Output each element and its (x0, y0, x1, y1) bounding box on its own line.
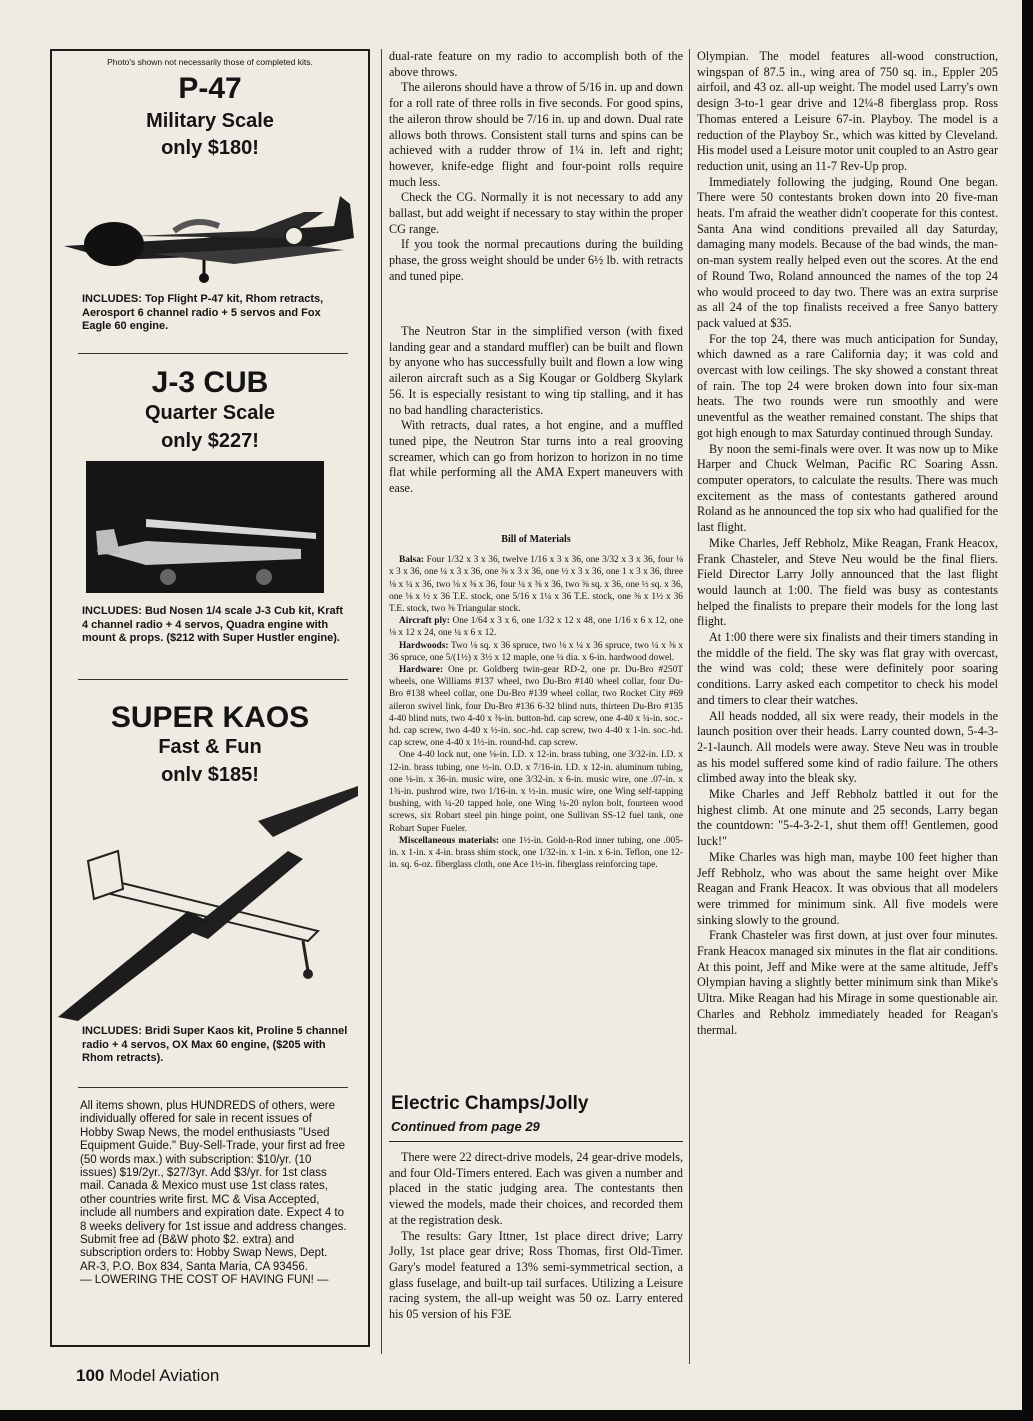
paragraph: The ailerons should have a throw of 5/16 in. up and down for a roll rate of three rolls in five seconds. For good spins, the aileron throw should be 7/16 in. up and down. Dual rate allows both throws. Consistent stall turns and spins can be achieved with a rudder throw of 1¼ in. left and right; however, knife-edge flight and four-point rolls require much less. (389, 80, 683, 189)
paragraph: Mike Charles and Jeff Rebholz battled it out for the highest climb. At one minute and 25 seconds, Larry began the countdown: "5-4-3-2-1, shut them off! Gentlemen, good luck!" (697, 787, 998, 849)
paragraph: With retracts, dual rates, a hot engine, and a muffled tuned pipe, the Neutron Star turns into a real grooving screamer, which can go from horizon to horizon in no time flat while performing all the AMA Expert maneuvers with ease. (389, 418, 683, 496)
article-column-2-bottom (389, 1150, 683, 1323)
scan-edge (1022, 0, 1033, 1421)
paragraph: The results: Gary Ittner, 1st place direct drive; Larry Jolly, 1st place gear drive; Ross Thomas, first Old-Timer. Gary's model featured a 13% semi-symmetrical section, a glass fuselage, and built-up tail surfaces. Utilizing a Leisure racing system, the all-up weight was 50 oz. Larry entered his 05 version of his F3E (389, 1228, 683, 1322)
article-column-3 (697, 49, 998, 1038)
paragraph: Mike Charles was high man, maybe 100 feet higher than Jeff Rebholz, who was about the same height over Mike Reagan and Frank Heacox. It was obvious that all modelers were trimmed for minimum sink. All five models were sinking slowly to the ground. (697, 849, 998, 927)
bom-text: Two ⅛ sq. x 36 spruce, two ⅛ x ¼ x 36 spruce, two ¼ x ⅜ x 36 spruce, one 5/(1½) x 3½ x 12 maple, one ¼ dia. x 6-in. hardwood dowel. (389, 640, 683, 663)
bom-label: Hardware: (399, 665, 444, 676)
ad-tagline: — LOWERING THE COST OF HAVING FUN! — (80, 1274, 329, 1287)
bom-text: one 1½-in. Gold-n-Rod inner tubing, one .005-in. x 1-in. x 4-in. brass shim stock, one 1/32-in. x 1-in. x 6-in. Teflon, one 12-in. sq. 6-oz. fiberglass cloth, one Ace 1½-in. fiberglass reinforcing tape. (389, 835, 684, 871)
kaos-price: only $185! (161, 764, 259, 786)
article-column-2-mid (389, 324, 683, 497)
paragraph: There were 22 direct-drive models, 24 gear-drive models, and four Old-Timers entered. Each was given a number and placed in the static judging area. The contestants then viewed the models, made their choices, and recorded them at the registration desk. (389, 1150, 683, 1227)
paragraph: At 1:00 there were six finalists and their timers standing in the middle of the field. The sky was flat gray with overcast, the wind was cold; these were definitely poor soaring conditions. Larry asked each competitor to check his model and timers to clear their watches. (697, 630, 998, 707)
ad-blurb (80, 1100, 348, 1288)
bom-text: One 4-40 lock nut, one ⅛-in. I.D. x 12-in. brass tubing, one 3/32-in. I.D. x 12-in. brass tubing, one ½-in. O.D. x 7/16-in. I.D. x 12-in. aluminum tubing, one ⅛-in. x 36-in. music wire, one 3/32-in. x 6-in. music wire, one .07-in. x 1¾-in. pushrod wire, two 1/16-in. x ½-in. music wire, one Wing self-tapping bushing, with ¼-20 tapped hole, one Wing ¼-20 nylon bolt, fourteen wood screws, six Robart steel pin hinge point, one Sullivan SS-12 fuel tank, one Robart Super Fueler. (389, 750, 683, 834)
ad-divider (78, 1087, 348, 1088)
bom-label: Hardwoods: (399, 640, 449, 651)
page-number: 100 (76, 1366, 105, 1385)
bom-item (389, 749, 683, 834)
bom-text: Four 1/32 x 3 x 36, twelve 1/16 x 3 x 36, one 3/32 x 3 x 36, four ⅛ x 3 x 36, one ¼ x 3 x 36, one ⅜ x 3 x 36, one ½ x 3 x 36, one 1 x 3 x 36, three ⅛ x ¼ x 36, two ⅛ x ⅜ x 36, four ¼ x ⅜ x 36, two ⅜ sq. x 36, one ½ sq. x 36, one ⅛ x ½ x 36 T.E. stock, one 5/16 x 1¼ x 36 T.E. stock, one ⅜ x 1½ x 36 T.E. stock, two ⅜ Triangular stock. (389, 555, 684, 615)
kaos-includes: INCLUDES: Bridi Super Kaos kit, Proline 5 channel radio + 4 servos, OX Max 60 engine, ($205 with Rhom retracts). (82, 1025, 348, 1064)
bom-item (389, 615, 683, 639)
p47-subtitle: Military Scale (146, 110, 274, 132)
paragraph: Immediately following the judging, Round One began. There were 50 contestants broken down into 20 five-man heats. I'm afraid the weather didn't cooperate for this contest. Santa Ana wind conditions prevailed all day Saturday, damaging many models. Because of the bad winds, the man-on-man system really helped even out the scores. At the end of Round Two, Roland announced the names of the top 24 who would proceed to day two. There was an extra surprise as all 24 of the top finalists received a free Sanyo battery pack valued at $35. (697, 174, 998, 330)
ad-divider (78, 679, 348, 680)
p47-includes: INCLUDES: Top Flight P-47 kit, Rhom retracts, Aerosport 6 channel radio + 5 servos and Fox Eagle 60 engine. (82, 293, 324, 332)
paragraph: dual-rate feature on my radio to accomplish both of the above throws. (389, 49, 683, 79)
bom-title: Bill of Materials (501, 534, 571, 545)
p47-title: P-47 (178, 72, 242, 105)
bom-item (389, 835, 683, 872)
bom-text: One pr. Goldberg twin-gear RD-2, one pr. Du-Bro #250T wheels, one Williams #137 wheel, two Du-Bro #140 wheel collar, four Du-Bro #138 wheel collar, one Du-Bro #139 wheel collar, two Rocket City #69 aileron swivel link, four Du-Bro #136 6-32 blind nuts, thirteen Du-Bro #135 4-40 blind nuts, two 4-40 x ⅜-in. button-hd. cap screw, one 4-40 x ¼-in. soc.-hd. cap screw, two 4-40 x ½-in. soc.-hd. cap screw, two 4-40 x 1-in. soc.-hd. cap screw, one 4-40 x 1½-in. round-hd. cap screw. (389, 665, 683, 749)
ad-photo-note: Photo's shown not necessarily those of completed kits. (107, 57, 313, 67)
section-continued: Continued from page 29 (391, 1119, 540, 1134)
bom-item (389, 664, 683, 749)
paragraph: All heads nodded, all six were ready, their models in the launch position over their heads. Larry counted down, 5-4-3-2-1-launch. All models were away. Steve Neu was in trouble as his model suffered some kind of radio failure. The others climbed away into the bleak sky. (697, 708, 998, 786)
paragraph: Olympian. The model features all-wood construction, wingspan of 87.5 in., wing area of 750 sq. in., Eppler 205 airfoil, and 43 oz. all-up weight. The model used Larry's own design 3-to-1 gear drive and 12¼-8 fiberglass prop. Ross Thomas entered a Leisure 67-in. Playboy. The model is a reduction of the Playboy Sr., which was kitted by Cleveland. His model used a Leisure motor unit coupled to an Astro gear reduction unit, using an 11-7 Rev-Up prop. (697, 49, 998, 173)
page-footer (76, 1366, 219, 1386)
scan-edge (0, 1410, 1033, 1421)
cub-airplane-photo (86, 461, 324, 593)
paragraph: For the top 24, there was much anticipation for Sunday, which dawned as a rare California day; it was cold and overcast with low ceilings. The sky showed a constant threat of rain. The top 24 were broken down into four six-man heats. The two rounds were run smoothly and were uneventful as the weather remained constant. The ships that got high enough to max Saturday continued through Sunday. (697, 331, 998, 440)
section-title: Electric Champs/Jolly (391, 1093, 589, 1114)
article-column-2-top (389, 49, 683, 285)
bill-of-materials (389, 530, 683, 871)
column-rule (689, 49, 690, 1364)
p47-airplane-photo (54, 176, 366, 286)
bom-label: Aircraft ply: (399, 616, 450, 627)
p47-price: only $180! (161, 137, 259, 159)
cub-subtitle: Quarter Scale (144, 402, 276, 424)
section-rule (389, 1141, 683, 1142)
cub-title: J-3 CUB (151, 366, 269, 399)
paragraph: Mike Charles, Jeff Rebholz, Mike Reagan, Frank Heacox, Frank Chasteler, and Steve Neu would be the final fliers. Field Director Larry Jolly announced that the last flight would launch at 1:00. The field was busy as contestants helped the finalists to prepare their models for the long last flight. (697, 535, 998, 629)
column-rule (381, 49, 382, 1354)
cub-price: only $227! (161, 430, 259, 452)
bom-label: Miscellaneous materials: (399, 835, 500, 846)
magazine-name: Model Aviation (109, 1366, 220, 1385)
hobby-swap-ad (50, 49, 370, 1347)
bom-text: One 1/64 x 3 x 6, one 1/32 x 12 x 48, one 1/16 x 6 x 12, one ⅛ x 12 x 24, one ¼ x 6 x 12. (389, 616, 683, 639)
ad-blurb-text: All items shown, plus HUNDREDS of others, were individually offered for sale in recent issues of Hobby Swap News, the model enthusiasts "Used Equipment Guide." Buy-Sell-Trade, your first ad free (50 words max.) with subscription: $10/yr. (10 issues) $19/2yr., $27/3yr. Add $3/yr. for 1st class mail. Canada & Mexico must use 1st class rates, other countries write first. MC & Visa Accepted, include all numbers and expiration date. Expect 4 to 8 weeks delivery for 1st issue and address changes. Submit free ad (B&W photo $2. extra) and subscription orders to: Hobby Swap News, Dept. AR-3, P.O. Box 834, Santa Maria, CA 93456. (80, 1100, 347, 1273)
paragraph: The Neutron Star in the simplified verson (with fixed landing gear and a standard muffler) can be built and flown by anyone who has successfully built and flown a low wing aileron aircraft such as a Sig Kougar or Goldberg Skylark 56. It is especially resistant to wing tip stalling, and it has no bad handling characteristics. (389, 324, 683, 417)
paragraph: Frank Chasteler was first down, at just over four minutes. Frank Heacox managed six minutes in the flat air conditions. At this point, Jeff and Mike were at the same altitude, Jeff's Olympian having a slightly better minimum sink than Mike's Ultra. Mike Reagan had his Mirage in some questionable air. Charles and Rebholz immediately headed for Reagan's thermal. (697, 928, 998, 1037)
cub-includes: INCLUDES: Bud Nosen 1/4 scale J-3 Cub kit, Kraft 4 channel radio + 4 servos, Quadra engine with mount & props. ($212 with Super Hustler engine). (82, 605, 343, 644)
paragraph: Check the CG. Normally it is not necessary to add any ballast, but add weight if necessary to stay within the proper CG range. (389, 190, 683, 236)
paragraph: By noon the semi-finals were over. It was now up to Mike Harper and Chuck Welman, Pacific RC Soaring Assn. computer operators, to calculate the results. There was much excitement as the mass of contestants gathered around Roland as he announced the top six who had qualified for the last flight. (697, 441, 998, 535)
kaos-subtitle: Fast & Fun (158, 736, 262, 758)
bom-item (389, 554, 683, 615)
paragraph: If you took the normal precautions during the building phase, the gross weight should be under 6½ lb. with retracts and tuned pipe. (389, 237, 683, 283)
bom-item (389, 640, 683, 664)
kaos-airplane-photo (58, 781, 358, 1021)
kaos-title: SUPER KAOS (110, 701, 310, 734)
bom-label: Balsa: (399, 555, 425, 566)
ad-divider (78, 353, 348, 354)
